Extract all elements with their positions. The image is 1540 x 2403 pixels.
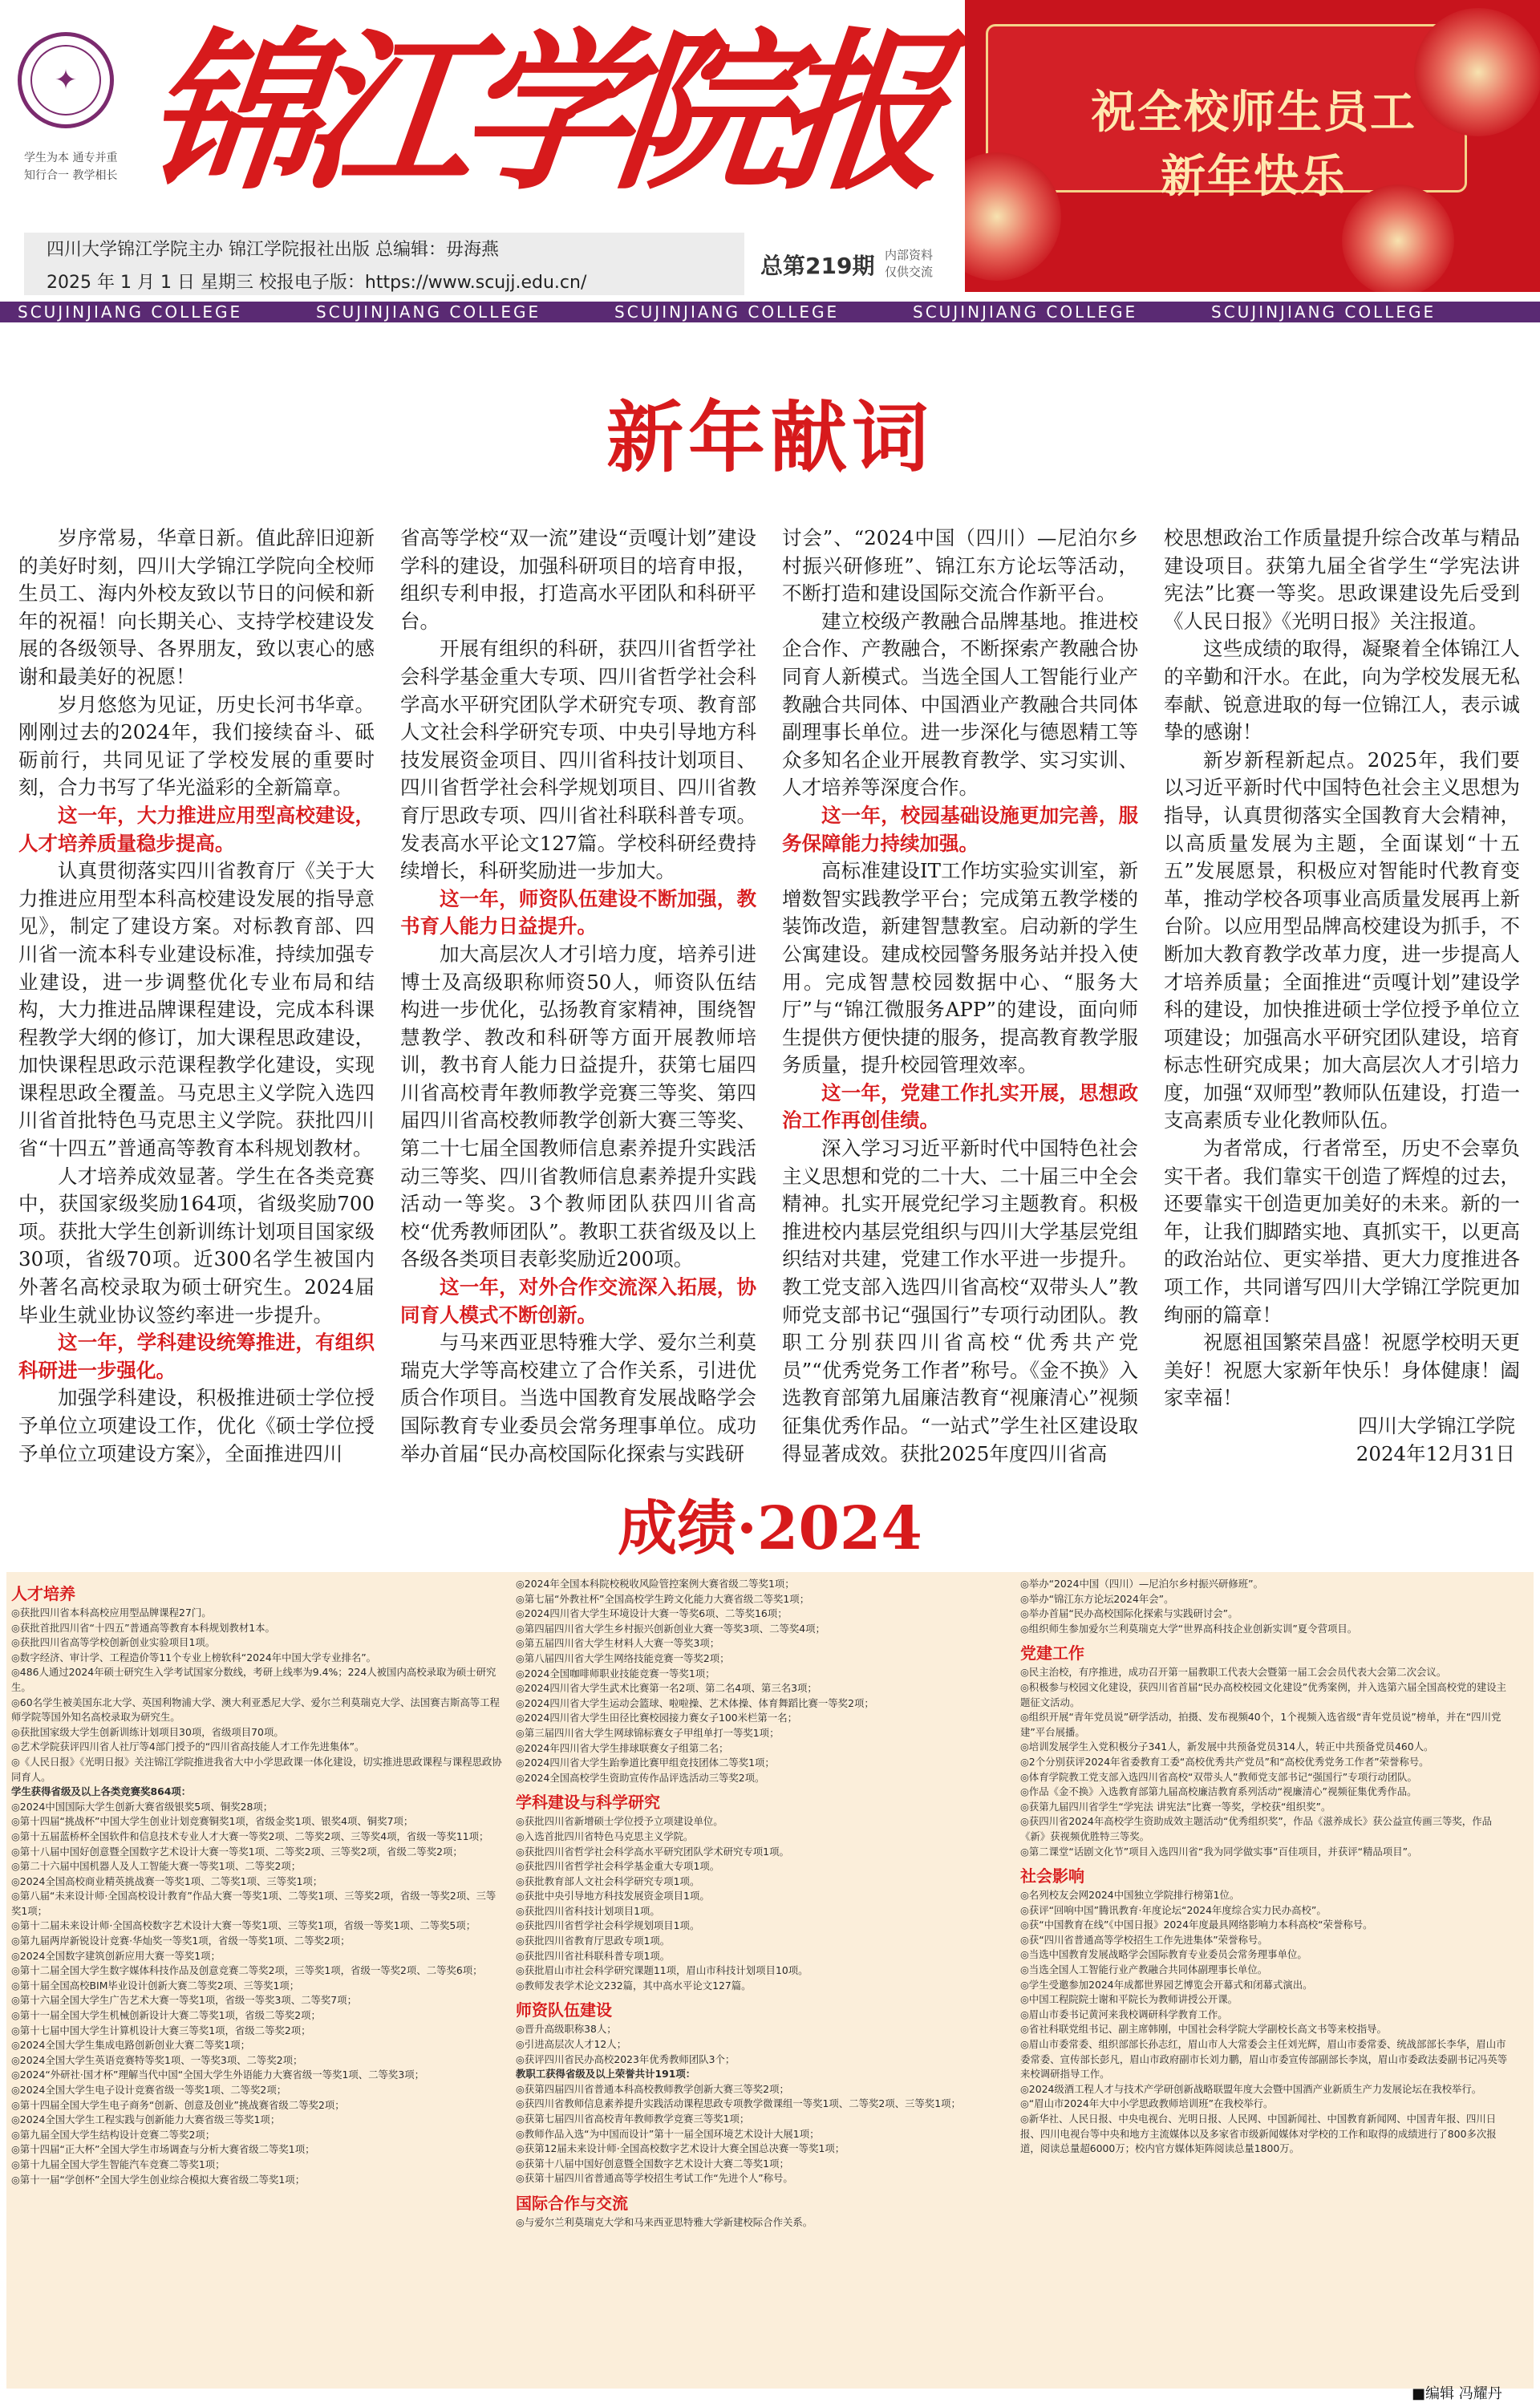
achievement-item: ◎引进高层次人才12人； [516, 2038, 627, 2051]
achievement-item: ◎获批四川省哲学社会科学基金重大专项1项。 [516, 1860, 720, 1873]
college-name-stripe [0, 302, 1540, 322]
subsection-heading: 学生获得省级及以上各类竞赛奖864项： [11, 1785, 192, 1798]
achievement-item: ◎第七届“外教社杯”全国高校学生跨文化能力大赛省级二等奖1项； [516, 1592, 810, 1605]
achievement-item: ◎晋升高级职称38人； [516, 2023, 617, 2036]
section-heading: 师资队伍建设 [516, 2000, 612, 2020]
achievement-item: ◎第十七届中国大学生计算机设计大赛三等奖1项，省级二等奖2项； [11, 2024, 311, 2036]
achievement-item: ◎2024四川省大学生环境设计大赛一等奖6项、二等奖16项； [516, 1607, 788, 1620]
achievement-item: ◎眉山市委常委、组织部部长孙志红，眉山市人大常委会主任刘光辉，眉山市委常委、统战部部长李华，眉山市委常委、宣传部长彭凡，眉山市政府副市长刘力鹏，眉山市委宣传部副部长李岚，眉山市委政法委副书记冯英等来校调研指导工作。 [1020, 2038, 1508, 2081]
achievements-column [1020, 1577, 1512, 2384]
section-heading: 党建工作 [1020, 1643, 1084, 1663]
achievement-item: ◎2024四川省大学生跆拳道比赛甲组竞技团体二等奖1项； [516, 1757, 775, 1769]
achievement-item: ◎第四届四川省大学生乡村振兴创新创业大赛一等奖3项、二等奖4项； [516, 1622, 825, 1635]
achievement-item: ◎第二课堂“话剧文化节”项目入选四川省“我为同学做实事”百佳项目，并获评“精品项目”。 [1020, 1845, 1418, 1858]
achievement-item: ◎第十五届蓝桥杯全国软件和信息技术专业人才大赛一等奖2项、二等奖2项、三等奖4项，省级一等奖11项； [11, 1830, 489, 1842]
achievement-item: ◎第九届全国大学生结构设计竞赛二等奖2项； [11, 2128, 216, 2141]
achievement-item: ◎2024全国高校商业精英挑战赛一等奖1项、二等奖1项、三等奖1项； [11, 1874, 323, 1887]
achievement-item: ◎获第十八届中国好创意暨全国数字艺术设计大赛二等奖1项； [516, 2157, 789, 2170]
achievements-column [11, 1577, 503, 2384]
paragraph-continued: 省高等学校“双一流”建设“贡嘎计划”建设学科的建设，加强科研项目的培育申报，组织专利申报，打造高水平团队和科研平台。 [400, 526, 756, 633]
achievements-body [11, 1577, 1529, 2384]
achievement-item: ◎获批首批四川省“十四五”普通高等教育本科规划教材1本。 [11, 1621, 275, 1634]
achievement-item: ◎举办“锦江东方论坛2024年会”。 [1020, 1592, 1174, 1605]
masthead [0, 0, 1540, 321]
achievement-item: ◎2024四川省大学生运动会篮球、啦啦操、艺术体操、体育舞蹈比赛一等奖2项； [516, 1696, 874, 1709]
achievement-item: ◎2024全国大学生工程实践与创新能力大赛省级三等奖1项； [11, 2113, 281, 2126]
stripe-text: SCUJINJIANG COLLEGE [1211, 302, 1437, 322]
achievement-item: ◎获“中国教育在线”《中国日报》2024年度最具网络影响力本科高校“荣誉称号。 [1020, 1919, 1373, 1931]
issue-note-line: 仅供交流 [885, 265, 934, 279]
paragraph: 祝愿祖国繁荣昌盛！祝愿学校明天更美好！祝愿大家新年快乐！身体健康！阖家幸福！ [1164, 1331, 1520, 1410]
achievement-item: ◎获评“回响中国”腾讯教育·年度论坛“2024年度综合实力民办高校”。 [1020, 1903, 1327, 1916]
achievement-item: ◎2024全国咖啡师职业技能竞赛一等奖1项； [516, 1667, 715, 1680]
issue-number: 总第219期 [760, 253, 875, 279]
achievement-item: ◎获批四川省本科高校应用型品牌课程27门。 [11, 1607, 212, 1619]
achievement-item: ◎第十六届全国大学生广告艺术大赛一等奖1项，省级一等奖3项、二等奖7项； [11, 1994, 357, 2007]
achievement-item: ◎获第12届未来设计师·全国高校数字艺术设计大赛全国总决赛一等奖1项； [516, 2142, 845, 2155]
paragraph: 岁序常易，华章日新。值此辞旧迎新的美好时刻，四川大学锦江学院向全校师生员工、海内外校友致以节日的问候和新年的祝福！向长期关心、支持学校建设发展的各级领导、各界朋友，致以衷心的感谢和最美好的祝愿！ [18, 526, 375, 688]
newspaper-title: 锦江学院报 [135, 12, 943, 213]
achievements-title: 成绩·2024 [618, 1494, 922, 1563]
achievement-item: ◎2个分别获评2024年省委教育工委“高校优秀共产党员”和“高校优秀党务工作者”荣誉称号。 [1020, 1755, 1429, 1768]
achievement-item: ◎获批四川省高等学校创新创业实验项目1项。 [11, 1636, 216, 1649]
achievement-item: ◎2024四川省大学生田径比赛校园接力赛女子100米栏第一名； [516, 1712, 797, 1724]
achievement-item: ◎体育学院教工党支部入选四川省高校“双带头人”教师党支部书记“强国行”专项行动团队。 [1020, 1770, 1417, 1783]
paragraph: 深入学习习近平新时代中国特色社会主义思想和党的二十大、二十届三中全会精神。扎实开展党纪学习主题教育。积极推进校内基层党组织与四川大学基层党组织结对共建，党建工作水平进一步提升。教工党支部入选四川省高校“双带头人”教师党支部书记“强国行”专项行动团队。教职工分别获四川省高校“优秀共产党员”“优秀党务工作者”称号。《金不换》入选教育部第九届廉洁教育“视廉清心”视频征集优秀作品。“一站式”学生社区建设取得显著成效。获批2025年度四川省高 [782, 1137, 1138, 1465]
achievement-item: ◎2024全国大学生集成电路创新创业大赛二等奖1项； [11, 2039, 251, 2052]
achievement-item: ◎“眉山市2024年大中小学思政教师培训班”在我校举行。 [1020, 2097, 1274, 2110]
article-column [18, 525, 375, 1519]
paragraph: 建立校级产教融合品牌基地。推进校企合作、产教融合，不断探索产教融合协同育人新模式。当选全国人工智能行业产教融合共同体、中国酒业产教融合共同体副理事长单位。进一步深化与德恩精工等众多知名企业开展教育教学、实习实训、人才培养等深度合作。 [782, 609, 1138, 800]
paragraph: 岁月悠悠为见证，历史长河书华章。刚刚过去的2024年，我们接续奋斗、砥砺前行，共同见证了学校发展的重要时刻，合力书写了华光溢彩的全新篇章。 [18, 692, 375, 800]
motto-line: 知行合一 教学相长 [24, 169, 118, 182]
motto-line: 学生为本 通专并重 [24, 152, 118, 164]
achievement-item: ◎培训发展学生入党积极分子341人，新发展中共预备党员314人，转正中共预备党员460人。 [1020, 1740, 1434, 1753]
achievement-item: ◎当选中国教育发展战略学会国际教育专业委员会常务理事单位。 [1020, 1948, 1307, 1961]
achievement-item: ◎2024年四川省大学生排球联赛女子组第二名； [516, 1741, 729, 1754]
banner-greeting-line1: 祝全校师生员工 [1091, 86, 1416, 139]
article-column [400, 525, 756, 1519]
article-column [1164, 525, 1520, 1519]
achievement-item: ◎第十一届全国大学生机械创新设计大赛二等奖1项，省级二等奖2项； [11, 2009, 321, 2022]
achievement-item: ◎60名学生被美国东北大学、英国利物浦大学、澳大利亚悉尼大学、爱尔兰利莫瑞克大学、法国赛吉斯高等工程师学院等国外知名高校录取为研究生。 [11, 1696, 500, 1724]
achievement-item: ◎民主治校，有序推进，成功召开第一届教职工代表大会暨第一届工会会员代表大会第二次会议。 [1020, 1666, 1447, 1679]
achievement-item: ◎获批中央引导地方科技发展资金项目1项。 [516, 1890, 710, 1903]
achievement-item: ◎获第七届四川省高校青年教师教学竞赛三等奖1项； [516, 2113, 750, 2125]
achievement-item: ◎第十四届“挑战杯”中国大学生创业计划竞赛铜奖1项，省级金奖1项、银奖4项、铜奖7项； [11, 1815, 414, 1828]
achievement-item: ◎《人民日报》《光明日报》关注锦江学院推进我省大中小学思政课一体化建设，切实推进思政课程与课程思政协同育人。 [11, 1755, 502, 1783]
achievement-item: ◎获第十届四川省普通高等学校招生考试工作“先进个人”称号。 [516, 2172, 793, 2185]
achievement-item: ◎入选首批四川省特色马克思主义学院。 [516, 1830, 694, 1842]
highlight-heading: 这一年，校园基础设施更加完善，服务保障能力持续加强。 [782, 803, 1138, 855]
achievement-item: ◎获批四川省科技计划项目1项。 [516, 1904, 660, 1917]
paragraph-continued: 讨会”、“2024中国（四川）—尼泊尔乡村振兴研修班”、锦江东方论坛等活动，不断打造和建设国际交流合作新平台。 [782, 526, 1138, 606]
achievement-item: ◎第十届全国高校BIM毕业设计创新大赛二等奖2项、三等奖1项； [11, 1979, 300, 1992]
achievements-column [516, 1577, 1007, 2384]
achievement-item: ◎组织开展“青年党员说”研学活动，拍摄、发布视频40个，1个视频入选省级“青年党员说”榜单，并在“四川党建”平台展播。 [1020, 1711, 1502, 1738]
highlight-heading: 这一年，对外合作交流深入拓展，协同育人模式不断创新。 [400, 1275, 756, 1327]
paragraph: 这些成绩的取得，凝聚着全体锦江人的辛勤和汗水。在此，向为学校发展无私奉献、锐意进取的每一位锦江人，表示诚挚的感谢！ [1164, 637, 1520, 744]
stripe-text: SCUJINJIANG COLLEGE [316, 302, 541, 322]
achievement-item: ◎获批国家级大学生创新训练计划项目30项，省级项目70项。 [11, 1725, 284, 1738]
section-heading: 人才培养 [11, 1584, 75, 1603]
achievement-item: ◎第三届四川省大学生网球锦标赛女子甲组单打一等奖1项； [516, 1726, 780, 1739]
achievement-item: ◎第八届“未来设计师·全国高校设计教育”作品大赛一等奖1项、二等奖1项、三等奖2项，省级一等奖2项、三等奖1项； [11, 1890, 496, 1917]
achievement-item: ◎举办首届“民办高校国际化探索与实践研讨会”。 [1020, 1607, 1238, 1620]
subsection-heading: 教职工获得省级及以上荣誉共计191项： [516, 2068, 696, 2081]
achievement-item: ◎与爱尔兰利莫瑞克大学和马来西亚思特雅大学新建校际合作关系。 [516, 2215, 813, 2228]
college-emblem-icon: ✦ [18, 32, 114, 128]
achievement-item: ◎教师发表学术论文232篇，其中高水平论文127篇。 [516, 1979, 752, 1992]
achievement-item: ◎第十四届“正大杯”全国大学生市场调查与分析大赛省级二等奖1项； [11, 2143, 315, 2156]
signature-line: 2024年12月31日 [1356, 1441, 1515, 1465]
achievement-item: ◎新华社、人民日报、中央电视台、光明日报、人民网、中国新闻社、中国教育新闻网、中国青年报、四川日报、四川电视台等中央和地方主流媒体以及多家省市级新闻媒体对学校的工作和取得的成绩进行了800多次报道，阅读总量超6000万；校内官方媒体矩阵阅读总量1800万。 [1020, 2113, 1497, 2155]
article-column [782, 525, 1138, 1519]
achievement-item: ◎中国工程院院士谢和平院长为教师讲授公开课。 [1020, 1993, 1238, 2006]
achievement-item: ◎当选全国人工智能行业产教融合共同体副理事长单位。 [1020, 1963, 1268, 1976]
achievement-item: ◎2024年全国本科院校税收风险管控案例大赛省级二等奖1项； [516, 1578, 795, 1590]
achievement-item: ◎第十四届全国大学生电子商务“创新、创意及创业”挑战赛省级二等奖2项； [11, 2098, 345, 2111]
achievement-item: ◎第十九届全国大学生智能汽车竞赛二等奖1项； [11, 2158, 225, 2170]
highlight-heading: 这一年，党建工作扎实开展，思想政治工作再创佳绩。 [782, 1080, 1138, 1133]
stripe-text: SCUJINJIANG COLLEGE [913, 302, 1138, 322]
stripe-text: SCUJINJIANG COLLEGE [614, 302, 840, 322]
stripe-text: SCUJINJIANG COLLEGE [18, 302, 243, 322]
achievement-item: ◎眉山市委书记黄河来我校调研科学教育工作。 [1020, 2008, 1228, 2020]
achievement-item: ◎获“四川省普通高等学校招生工作先进集体”荣誉称号。 [1020, 1933, 1268, 1946]
achievement-item: ◎省社科联党组书记、副主席韩刚，中国社会科学院大学副校长高文书等来校指导。 [1020, 2023, 1387, 2036]
achievement-item: ◎获第九届四川省学生“学宪法 讲宪法”比赛一等奖，学校获“组织奖”。 [1020, 1800, 1331, 1813]
achievement-item: ◎2024全国数字建筑创新应用大赛一等奖1项； [11, 1949, 221, 1962]
signature-line: 四川大学锦江学院 [1358, 1414, 1515, 1437]
banner-greeting-line2: 新年快乐 [1161, 150, 1347, 203]
achievement-item: ◎作品《金不换》入选教育部第九届高校廉洁教育系列活动“视廉清心”视频征集优秀作品。 [1020, 1785, 1417, 1798]
achievement-item: ◎2024级酒工程人才与技术产学研创新战略联盟年度大会暨中国酒产业新质生产力发展论坛在我校举行。 [1020, 2082, 1482, 2095]
achievement-item: ◎2024“外研社·国才杯”理解当代中国“全国大学生外语能力大赛省级一等奖1项、二等奖3项； [11, 2069, 424, 2081]
achievement-item: ◎获批四川省哲学社会科学高水平研究团队学术研究专项1项。 [516, 1845, 789, 1858]
paragraph: 认真贯彻落实四川省教育厅《关于大力推进应用型本科高校建设发展的指导意见》，制定了建设方案。对标教育部、四川省一流本科专业建设标准，持续加强专业建设，进一步调整优化专业布局和结构，大力推进品牌课程建设，完成本科课程教学大纲的修订，加大课程思政建设，加快课程思政示范课程教学化建设，实现课程思政全覆盖。马克思主义学院入选四川省首批特色马克思主义学院。获批四川省“十四五”普通高等教育本科规划教材。 [18, 859, 375, 1161]
college-motto [24, 149, 128, 184]
achievement-item: ◎数字经济、审计学、工程造价等11个专业上榜软科“2024年中国大学专业排名”。 [11, 1651, 377, 1663]
paragraph: 高标准建设IT工作坊实验实训室，新增数智实践教学平台；完成第五教学楼的装饰改造，新建智慧教室。启动新的学生公寓建设。建成校园警务服务站并投入使用。完成智慧校园数据中心、“服务大厅”与“锦江微服务APP”的建设，面向师生提供方便快捷的服务，提高教育教学服务质量，提升校园管理效率。 [782, 859, 1138, 1077]
achievement-item: ◎第八届四川省大学生网络技能竞赛一等奖2项； [516, 1651, 730, 1664]
achievement-item: ◎2024四川省大学生武术比赛第一名2项、第二名4项、第三名3项； [516, 1682, 817, 1695]
achievement-item: ◎教师作品入选“为中国而设计”第十一届全国环境艺术设计大展1项； [516, 2127, 820, 2140]
achievement-item: ◎获批四川省社科联科普专项1项。 [516, 1949, 671, 1962]
paragraph: 为者常成，行者常至，历史不会辜负实干者。我们靠实干创造了辉煌的过去，还要靠实干创造更加美好的未来。新的一年，让我们脚踏实地、真抓实干，以更高的政治站位、更实举措、更大力度推进各项工作，共同谱写四川大学锦江学院更加绚丽的篇章！ [1164, 1137, 1520, 1327]
date-line: 2025 年 1 月 1 日 星期三 校报电子版：https://www.scujj.edu.cn/ [47, 273, 587, 293]
achievement-item: ◎艺术学院获评四川省人社厅等4部门授予的“四川省高技能人才工作先进集体”。 [11, 1740, 365, 1753]
highlight-heading: 这一年，学科建设统筹推进，有组织科研进一步强化。 [18, 1331, 375, 1382]
achievement-item: ◎获批四川省教育厅思政专项1项。 [516, 1935, 671, 1947]
achievement-item: ◎学生受邀参加2024年成都世界园艺博览会开幕式和闭幕式演出。 [1020, 1978, 1313, 1991]
achievement-item: ◎组织师生参加爱尔兰利莫瑞克大学“世界高科技企业创新实训”夏令营项目。 [1020, 1622, 1358, 1635]
paragraph: 开展有组织的科研，获四川省哲学社会科学基金重大专项、四川省哲学社会科学高水平研究团队学术研究专项、教育部人文社会科学研究专项、中央引导地方科技发展资金项目、四川省科技计划项目、四川省哲学社会科学规划项目、四川省教育厅思政专项、四川省社科联科普专项。发表高水平论文127篇。学校科研经费持续增长，科研奖励进一步加大。 [400, 637, 756, 883]
issue-note-line: 内部资料 [885, 248, 934, 262]
achievement-item: ◎第十一届“学创杯”全国大学生创业综合模拟大赛省级二等奖1项； [11, 2173, 306, 2186]
achievement-item: ◎获四川省2024年高校学生资助成效主题活动“优秀组织奖”，作品《滋养成长》获公益宣传画三等奖，作品《新》获视频优胜特三等奖。 [1020, 1815, 1492, 1842]
article-body [18, 525, 1522, 1519]
achievement-item: ◎获四川省教师信息素养提升实践活动课程思政专项教学微课组一等奖1项、二等奖2项、三等奖1项； [516, 2097, 961, 2110]
publisher-line: 四川大学锦江学院主办 锦江学院报社出版 总编辑：毋海燕 [47, 240, 499, 260]
achievement-item: ◎第五届四川省大学生材料人大赛一等奖3项； [516, 1637, 720, 1650]
issue-note [885, 247, 933, 281]
achievement-item: ◎486人通过2024年硕士研究生入学考试国家分数线，考研上线率为9.4%；224人被国内高校录取为硕士研究生。 [11, 1666, 496, 1693]
achievement-item: ◎名列校友会网2024中国独立学院排行榜第1位。 [1020, 1889, 1240, 1902]
achievement-item: ◎获批眉山市社会科学研究课题11项，眉山市科技计划项目10项。 [516, 1964, 808, 1977]
achievement-item: ◎第二十六届中国机器人及人工智能大赛一等奖1项、二等奖2项； [11, 1860, 302, 1873]
paragraph: 与马来西亚思特雅大学、爱尔兰利莫瑞克大学等高校建立了合作关系，引进优质合作项目。当选中国教育发展战略学会国际教育专业委员会常务理事单位。成功举办首届“民办高校国际化探索与实践研 [400, 1331, 756, 1465]
achievement-item: ◎第九届两岸新锐设计竞赛·华灿奖一等奖1项，省级一等奖1项、二等奖2项； [11, 1935, 351, 1947]
paragraph: 加大高层次人才引培力度，培养引进博士及高级职称师资50人，师资队伍结构进一步优化，弘扬教育家精神，围绕智慧教学、教改和科研等方面开展教师培训，教书育人能力日益提升，获第七届四川省高校青年教师教学竞赛三等奖、第四届四川省高校教师教学创新大赛三等奖、第二十七届全国教师信息素养提升实践活动三等奖、四川省教师信息素养提升实践活动一等奖。3个教师团队获四川省高校“优秀教师团队”。教职工获省级及以上各级各类项目表彰奖励近200项。 [400, 942, 756, 1271]
achievement-item: ◎获第四届四川省普通本科高校教师教学创新大赛三等奖2项； [516, 2082, 789, 2095]
highlight-heading: 这一年，大力推进应用型高校建设，人才培养质量稳步提高。 [18, 803, 375, 855]
section-heading: 国际合作与交流 [516, 2193, 628, 2213]
editor-credit: ■编辑 冯耀丹 [1412, 2385, 1502, 2402]
achievement-item: ◎2024全国大学生电子设计竞赛省级一等奖1项、二等奖2项； [11, 2084, 287, 2096]
paragraph-continued: 校思想政治工作质量提升综合改革与精品建设项目。获第九届全省学生“学宪法讲宪法”比赛一等奖。思政课建设先后受到《人民日报》《光明日报》关注报道。 [1164, 526, 1520, 633]
article-title: 新年献词 [606, 392, 934, 483]
section-heading: 社会影响 [1020, 1866, 1084, 1886]
achievement-item: ◎获评四川省民办高校2023年优秀教师团队3个； [516, 2052, 736, 2065]
highlight-heading: 这一年，师资队伍建设不断加强，教书育人能力日益提升。 [400, 886, 756, 938]
paragraph: 新岁新程新起点。2025年，我们要以习近平新时代中国特色社会主义思想为指导，认真贯彻落实全国教育大会精神，以高质量发展为主题，全面谋划“十五五”发展愿景，积极应对智能时代教育变革，推动学校各项事业高质量发展再上新台阶。以应用型品牌高校建设为抓手，不断加大教育教学改革力度，进一步提高人才培养质量；全面推进“贡嘎计划”建设学科的建设，加快推进硕士学位授予单位立项建设；加强高水平研究团队建设，培育标志性研究成果；加大高层次人才引培力度，加强“双师型”教师队伍建设，打造一支高素质专业化教师队伍。 [1164, 748, 1520, 1133]
achievement-item: ◎2024全国高校学生资助宣传作品评选活动三等奖2项。 [516, 1771, 765, 1784]
achievement-item: ◎2024全国大学生英语竞赛特等奖1项、一等奖3项、二等奖2项； [11, 2053, 303, 2066]
paragraph: 人才培养成效显著。学生在各类竞赛中，获国家级奖励164项，省级奖励700项。获批大学生创新训练计划项目国家级30项，省级70项。近300名学生被国内外著名高校录取为硕士研究生。2024届毕业生就业协议签约率进一步提升。 [18, 1164, 375, 1327]
achievement-item: ◎积极参与校园文化建设，获四川省首届“民办高校校园文化建设”优秀案例，并入选第六届全国高校党的建设主题征文活动。 [1020, 1680, 1507, 1708]
achievement-item: ◎举办“2024中国（四川）—尼泊尔乡村振兴研修班”。 [1020, 1578, 1263, 1590]
achievement-item: ◎获批教育部人文社会科学研究专项1项。 [516, 1874, 700, 1887]
achievement-item: ◎2024中国国际大学生创新大赛省级银奖5项、铜奖28项； [11, 1800, 274, 1813]
achievement-item: ◎第十八届中国好创意暨全国数字艺术设计大赛一等奖1项、二等奖2项、三等奖2项，省级二等奖2项； [11, 1845, 463, 1858]
achievement-item: ◎第十二届全国大学生数字媒体科技作品及创意竞赛二等奖2项，三等奖1项，省级一等奖2项、二等奖6项； [11, 1964, 483, 1977]
achievement-item: ◎第十二届未来设计师·全国高校数字艺术设计大赛一等奖1项、三等奖1项，省级一等奖1项、二等奖5项； [11, 1919, 476, 1932]
section-heading: 学科建设与科学研究 [516, 1793, 660, 1813]
achievement-item: ◎获批四川省新增硕士学位授予立项建设单位。 [516, 1815, 723, 1828]
achievement-item: ◎获批四川省哲学社会科学规划项目1项。 [516, 1919, 700, 1932]
paragraph: 加强学科建设，积极推进硕士学位授予单位立项建设工作，优化《硕士学位授予单位立项建设方案》，全面推进四川 [18, 1386, 375, 1465]
